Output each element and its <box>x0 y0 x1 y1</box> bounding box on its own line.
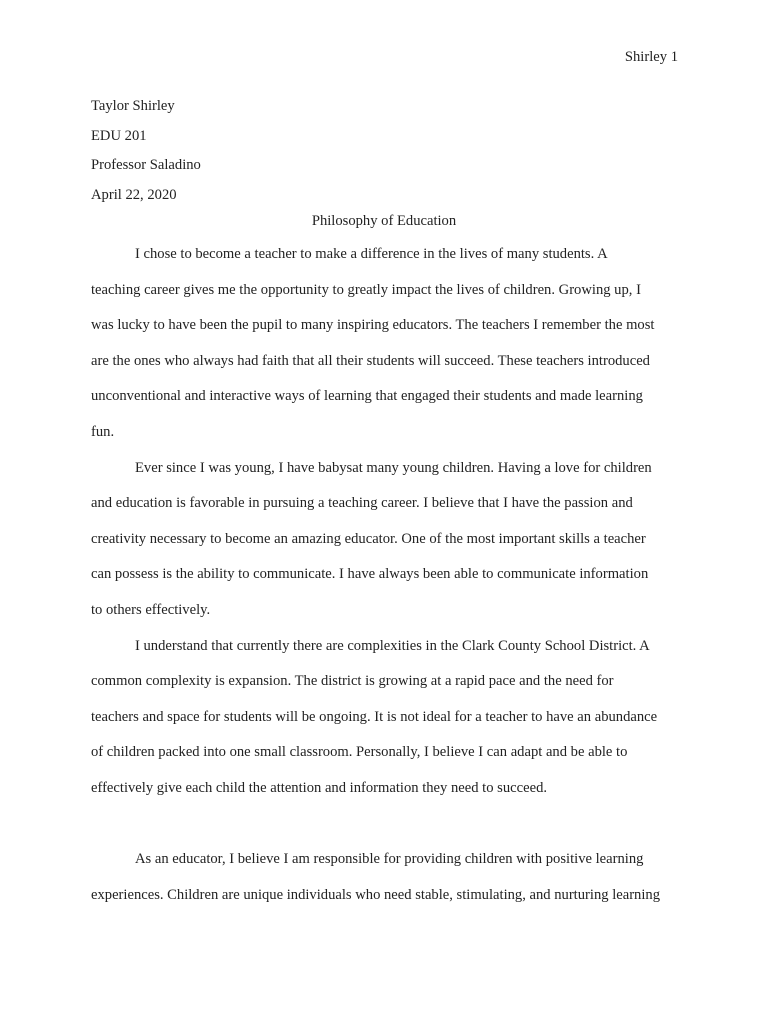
text-line: Ever since I was young, I have babysat many young children. Having a love for children <box>135 459 652 476</box>
text-line: are the ones who always had faith that all their students will succeed. These teachers introduced <box>91 352 650 369</box>
text-line: I understand that currently there are complexities in the Clark County School District. A <box>135 637 650 654</box>
essay-body <box>91 237 677 913</box>
mla-heading <box>91 92 201 210</box>
paragraph-spacer <box>91 807 677 843</box>
paragraph <box>91 629 677 807</box>
text-line: I chose to become a teacher to make a difference in the lives of many students. A <box>135 246 608 262</box>
paragraph <box>91 237 677 451</box>
text-line: common complexity is expansion. The district is growing at a rapid pace and the need for <box>91 673 614 690</box>
text-line: teachers and space for students will be ongoing. It is not ideal for a teacher to have an abundance <box>91 708 658 725</box>
course-name: EDU 201 <box>91 127 147 144</box>
running-header: Shirley 1 <box>624 49 678 65</box>
author-name: Taylor Shirley <box>91 98 175 114</box>
text-line: was lucky to have been the pupil to many inspiring educators. The teachers I remember the most <box>91 317 655 334</box>
text-line: of children packed into one small classroom. Personally, I believe I can adapt and be able to <box>91 744 628 761</box>
paragraph <box>91 842 677 913</box>
text-line: As an educator, I believe I am responsible for providing children with positive learning <box>135 851 644 868</box>
document-title: Philosophy of Education <box>311 213 457 229</box>
professor-name: Professor Saladino <box>91 157 201 173</box>
text-line: effectively give each child the attention and information they need to succeed. <box>91 779 548 796</box>
text-line: unconventional and interactive ways of learning that engaged their students and made learning <box>91 388 643 405</box>
document-date: April 22, 2020 <box>91 186 177 203</box>
text-line: to others effectively. <box>91 601 211 618</box>
text-line: creativity necessary to become an amazing educator. One of the most important skills a teacher <box>91 530 646 547</box>
text-line: fun. <box>91 423 115 440</box>
text-line: can possess is the ability to communicate. I have always been able to communicate information <box>91 566 649 583</box>
text-line: and education is favorable in pursuing a teaching career. I believe that I have the passion and <box>91 495 633 512</box>
text-line: teaching career gives me the opportunity to greatly impact the lives of children. Growing up, I <box>91 281 641 298</box>
paragraph <box>91 451 677 629</box>
text-line: experiences. Children are unique individuals who need stable, stimulating, and nurturing learning <box>91 886 661 903</box>
